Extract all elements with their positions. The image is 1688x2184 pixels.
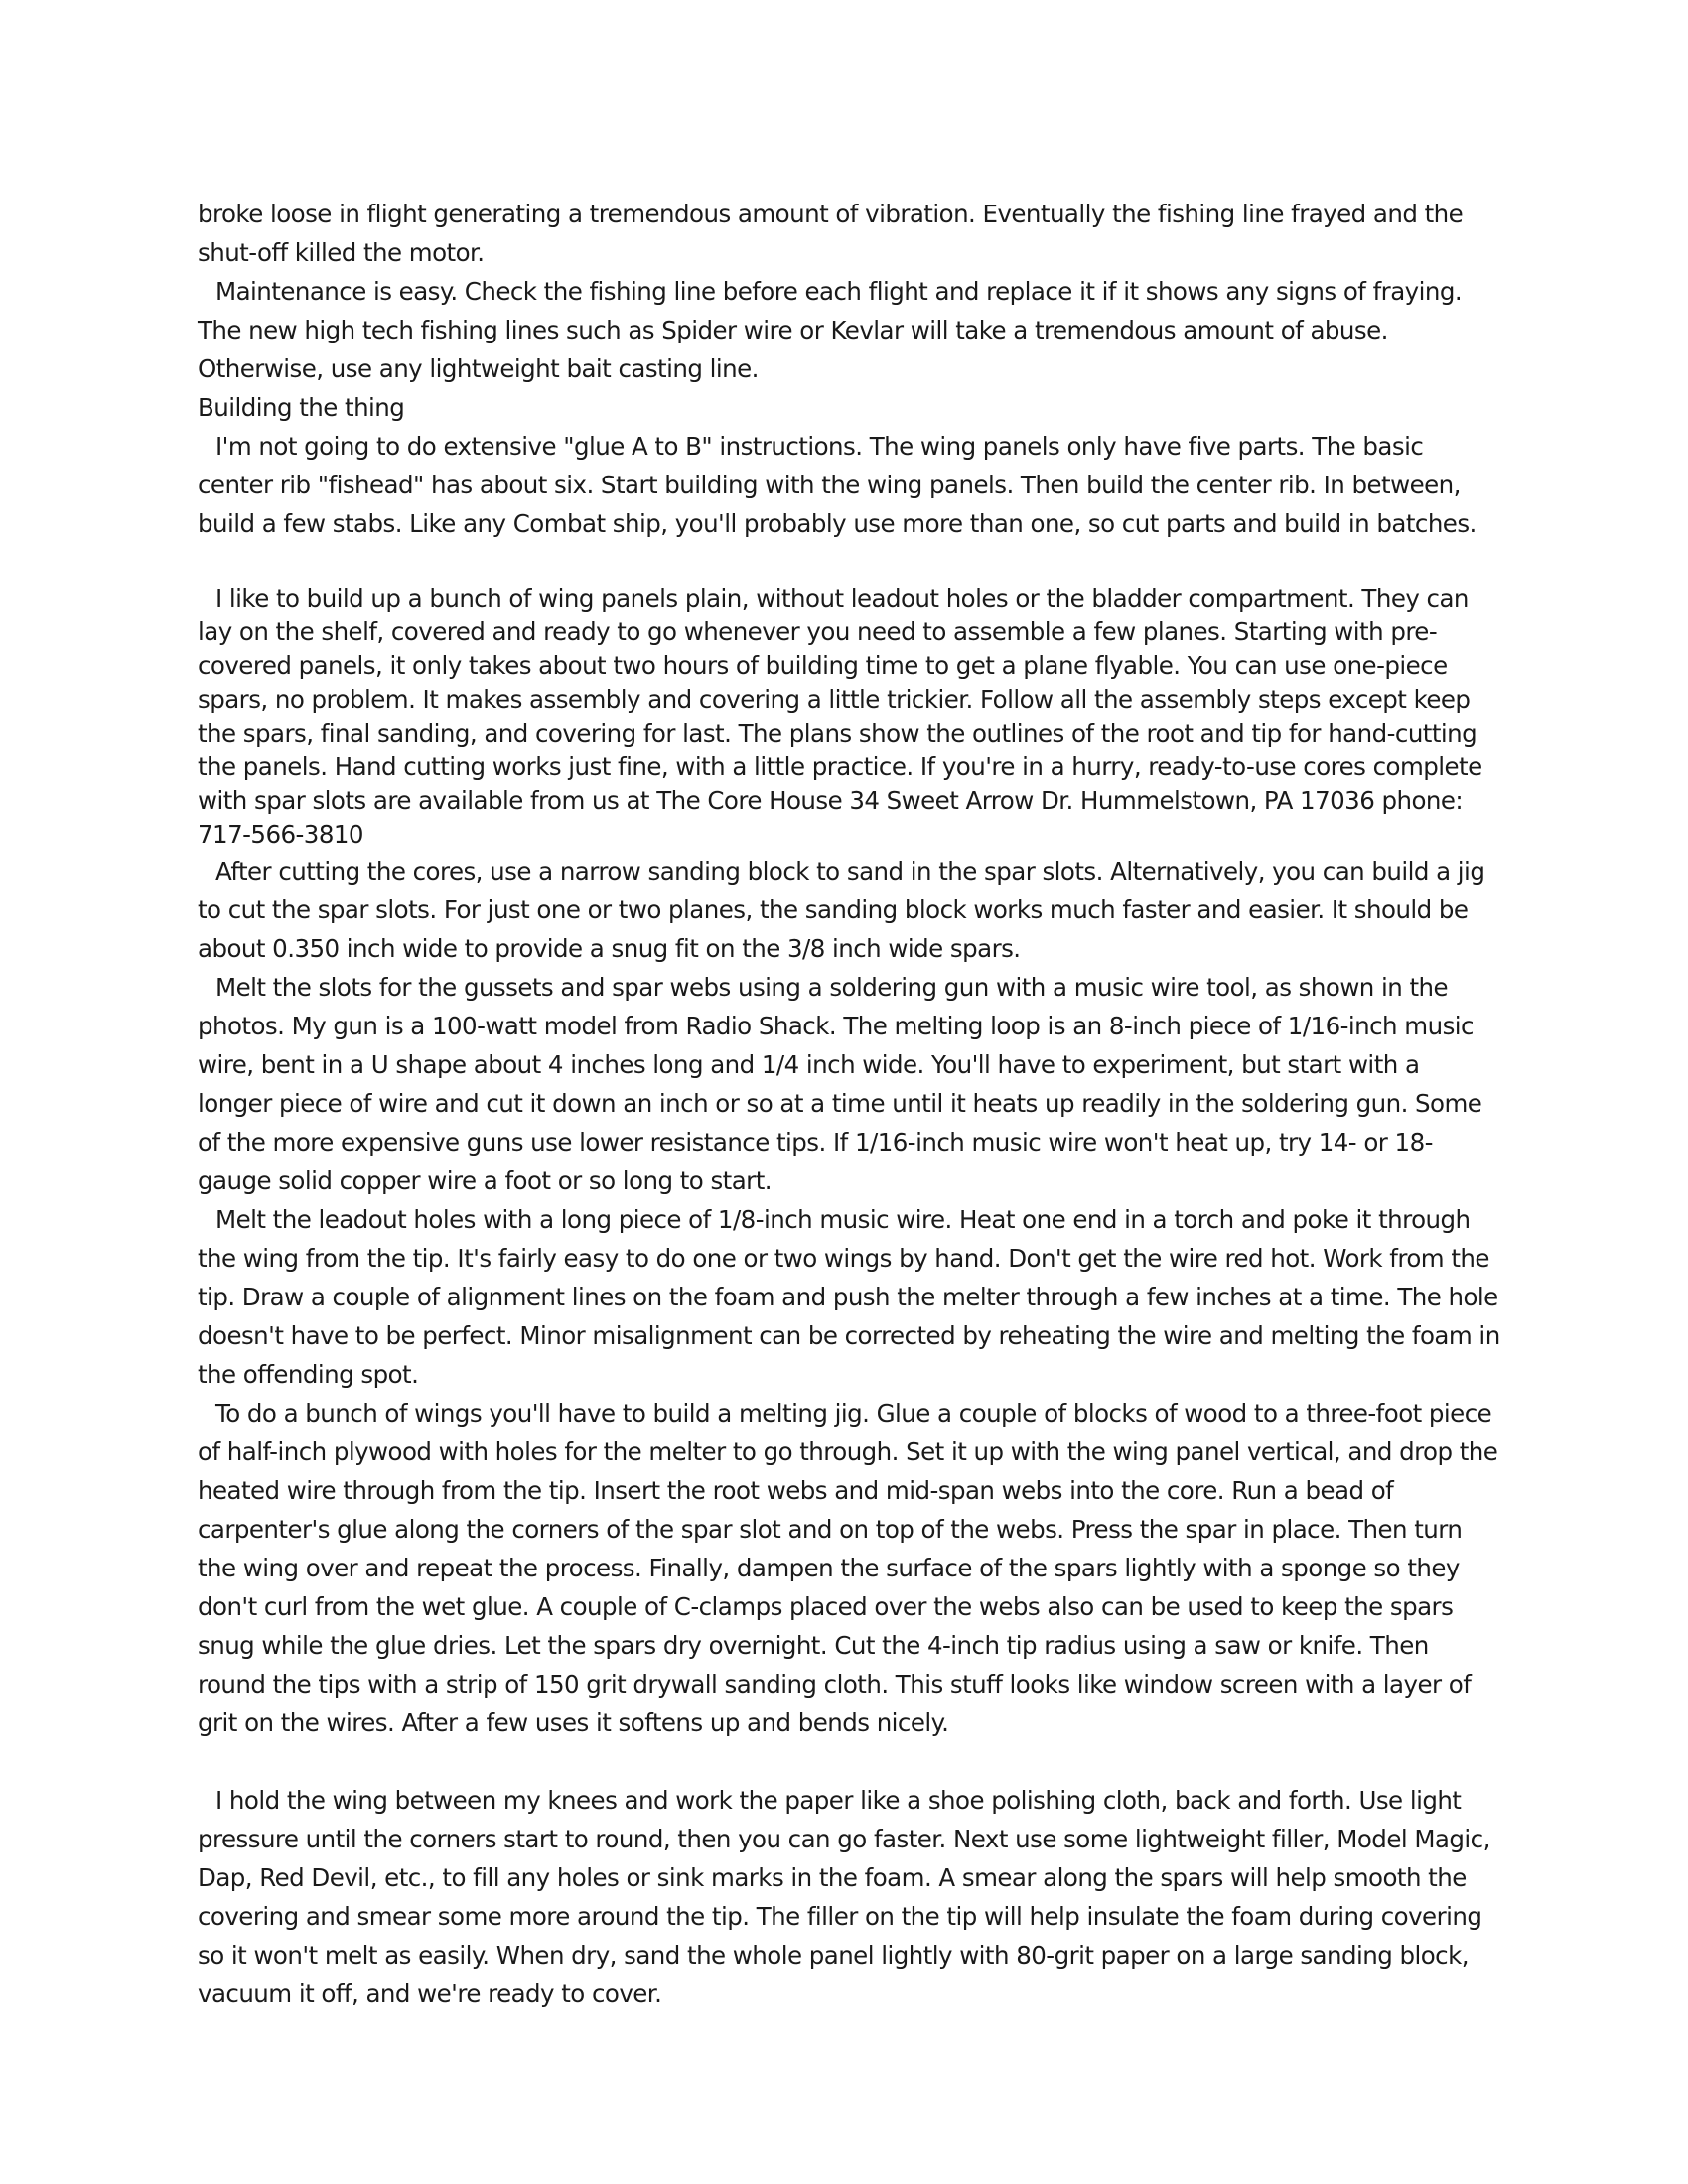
paragraph-continued-vibration: broke loose in flight generating a tremendous amount of vibration. Eventually the fishing line frayed and the shut-off killed the motor. <box>198 200 1464 267</box>
document-page <box>198 195 1500 2013</box>
paragraph-maintenance: Maintenance is easy. Check the fishing line before each flight and replace it if it shows any signs of fraying. The new high tech fishing lines such as Spider wire or Kevlar will take a tremendous amount of abuse. Otherwise, use any lightweight bait casting line. <box>198 277 1463 383</box>
paragraph-wing-panels: I like to build up a bunch of wing panels plain, without leadout holes or the bladder compartment. They can lay on the shelf, covered and ready to go whenever you need to assemble a few planes. Starting with pre-covered panels, it only takes about two hours of building time to get a plane flyable. You can use one-piece spars, no problem. It makes assembly and covering a little trickier. Follow all the assembly steps except keep the spars, final sanding, and covering for last. The plans show the outlines of the root and tip for hand-cutting the panels. Hand cutting works just fine, with a little practice. If you're in a hurry, ready-to-use cores complete with spar slots are available from us at The Core House 34 Sweet Arrow Dr. Hummelstown, PA 17036 phone: 717-566-3810 <box>198 584 1482 849</box>
section-heading-building: Building the thing <box>198 393 405 422</box>
paragraph-melting-slots: Melt the slots for the gussets and spar webs using a soldering gun with a music wire tool, as shown in the photos. My gun is a 100-watt model from Radio Shack. The melting loop is an 8-inch piece of 1/16-inch music wire, bent in a U shape about 4 inches long and 1/4 inch wide. You'll have to experiment, but start with a longer piece of wire and cut it down an inch or so at a time until it heats up readily in the soldering gun. Some of the more expensive guns use lower resistance tips. If 1/16-inch music wire won't heat up, try 14- or 18-gauge solid copper wire a foot or so long to start. <box>198 973 1482 1195</box>
paragraph-sanding-filler: I hold the wing between my knees and work the paper like a shoe polishing cloth, back and forth. Use light pressure until the corners start to round, then you can go faster. Next use some lightweight filler, Model Magic, Dap, Red Devil, etc., to fill any holes or sink marks in the foam. A smear along the spars will help smooth the covering and smear some more around the tip. The filler on the tip will help insulate the foam during covering so it won't melt as easily. When dry, sand the whole panel lightly with 80-grit paper on a large sanding block, vacuum it off, and we're ready to cover. <box>198 1786 1490 2008</box>
paragraph-spar-slots: After cutting the cores, use a narrow sanding block to sand in the spar slots. Alternatively, you can build a jig to cut the spar slots. For just one or two planes, the sanding block works much faster and easier. It should be about 0.350 inch wide to provide a snug fit on the 3/8 inch wide spars. <box>198 857 1485 963</box>
paragraph-melting-jig: To do a bunch of wings you'll have to build a melting jig. Glue a couple of blocks of wood to a three-foot piece of half-inch plywood with holes for the melter to go through. Set it up with the wing panel vertical, and drop the heated wire through from the tip. Insert the root webs and mid-span webs into the core. Run a bead of carpenter's glue along the corners of the spar slot and on top of the webs. Press the spar in place. Then turn the wing over and repeat the process. Finally, dampen the surface of the spars lightly with a sponge so they don't curl from the wet glue. A couple of C-clamps placed over the webs also can be used to keep the spars snug while the glue dries. Let the spars dry overnight. Cut the 4-inch tip radius using a saw or knife. Then round the tips with a strip of 150 grit drywall sanding cloth. This stuff looks like window screen with a layer of grit on the wires. After a few uses it softens up and bends nicely. <box>198 1399 1498 1737</box>
paragraph-leadout-holes: Melt the leadout holes with a long piece of 1/8-inch music wire. Heat one end in a torch and poke it through the wing from the tip. It's fairly easy to do one or two wings by hand. Don't get the wire red hot. Work from the tip. Draw a couple of alignment lines on the foam and push the melter through a few inches at a time. The hole doesn't have to be perfect. Minor misalignment can be corrected by reheating the wire and melting the foam in the offending spot. <box>198 1205 1500 1389</box>
paragraph-instructions-overview: I'm not going to do extensive "glue A to B" instructions. The wing panels only have five parts. The basic center rib "fishead" has about six. Start building with the wing panels. Then build the center rib. In between, build a few stabs. Like any Combat ship, you'll probably use more than one, so cut parts and build in batches. <box>198 432 1477 538</box>
